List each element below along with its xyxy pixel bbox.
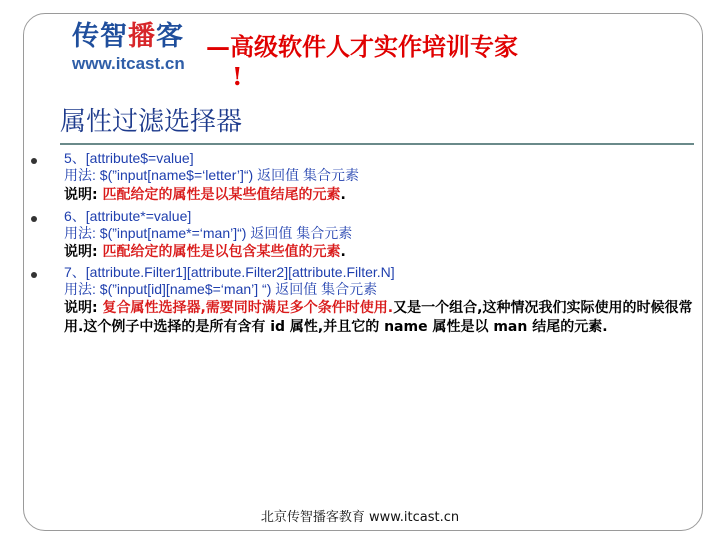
item-1-syntax: 5、[attribute$=value] (64, 150, 194, 166)
title-divider (60, 143, 694, 145)
item-3-desc-text: 复合属性选择器,需要同时满足多个条件时使用. (102, 300, 394, 316)
slogan: —高级软件人才实作培训专家 (206, 32, 518, 61)
item-1-usage: 用法: $(”input[name$=‘letter’]“) 返回值 集合元素 (64, 167, 359, 183)
item-3-usage: 用法: $(”input[id][name$=‘man’] “) 返回值 集合元素 (64, 281, 378, 297)
logo-url: www.itcast.cn (72, 54, 185, 73)
item-1-desc-text: 匹配给定的属性是以某些值结尾的元素 (102, 187, 341, 203)
item-2-syntax: 6、[attribute*=value] (64, 208, 192, 224)
item-3-desc-label: 说明: (64, 300, 103, 316)
item-1-desc-end: . (340, 187, 346, 203)
item-1-description (64, 186, 694, 205)
item-2-desc-label: 说明: (64, 244, 103, 260)
item-3-description (64, 299, 694, 337)
slide-title: 属性过滤选择器 (60, 107, 243, 137)
footer-text: 北京传智播客教育 www.itcast.cn (260, 510, 460, 525)
logo-text-3: 客 (156, 21, 184, 52)
item-2-usage: 用法: $(”input[name*=‘man’]“) 返回值 集合元素 (64, 225, 353, 241)
logo-text-2: 播 (128, 21, 156, 52)
logo-chinese-name (72, 22, 200, 52)
slogan-mark: ! (232, 62, 243, 91)
item-3-syntax: 7、[attribute.Filter1][attribute.Filter2][attribute.Filter.N] (64, 264, 395, 280)
item-3-desc-end: 又是一个组合,这种情况我们实际使用的时候很常用.这个例子中选择的是所有含有 id 属性,并且它的 name 属性是以 man 结尾的元素. (64, 300, 693, 335)
logo-text-1: 传智 (72, 21, 128, 52)
item-2-desc-end: . (340, 244, 346, 260)
bullet-3 (31, 272, 37, 278)
bullet-1 (31, 158, 37, 164)
company-logo (72, 22, 200, 74)
item-2-description (64, 243, 694, 262)
item-1-desc-label: 说明: (64, 187, 103, 203)
item-2-desc-text: 匹配给定的属性是以包含某些值的元素 (102, 244, 341, 260)
bullet-2 (31, 216, 37, 222)
